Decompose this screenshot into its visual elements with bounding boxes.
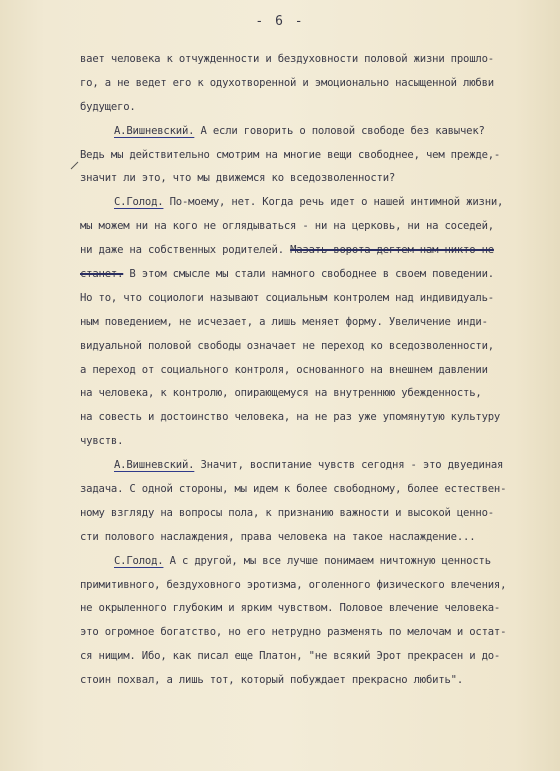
struck-text: станет. [80,268,124,281]
line-text: будущего. [80,100,136,113]
text-line [80,597,548,621]
speaker-name: С.Голод. [114,554,164,567]
line-text: стоин похвал, а лишь тот, который побуждает прекрасно любить". [80,674,464,687]
text-line [80,120,548,144]
speaker-name: С.Голод. [114,196,164,209]
text-line [80,454,548,478]
line-text: А с другой, мы все лучше понимаем ничтожную ценность [163,554,491,567]
line-text: По-моему, нет. Когда речь идет о нашей интимной жизни, [163,196,504,209]
line-text: сти полового наслаждения, права человека на такое наслаждение... [80,530,476,543]
text-line [80,526,548,550]
text-line [80,48,548,72]
line-text: примитивного, бездуховного эротизма, оголенного физического влечения, [80,578,507,591]
text-line [80,382,548,406]
text-line [80,72,548,96]
line-text: ся нищим. Ибо, как писал еще Платон, "не всякий Эрот прекрасен и до- [80,650,501,663]
text-line [80,96,548,120]
text-line [80,239,548,263]
text-line [80,430,548,454]
line-text: на совесть и достоинство человека, на не раз уже упомянутую культуру [80,411,501,424]
line-text: чувств. [80,435,124,448]
line-text: Значит, воспитание чувств сегодня - это двуединая [194,459,504,472]
line-text: го, а не ведет его к одухотворенной и эмоционально насыщенной любви [80,76,494,89]
speaker-name: А.Вишневский. [114,459,195,472]
text-line [80,478,548,502]
line-text: это огромное богатство, но его нетрудно разменять по мелочам и остат- [80,626,507,639]
body-text [80,48,548,693]
struck-text: Мазать ворота дегтем нам никто не [290,244,494,257]
pencil-margin-mark [70,155,80,165]
line-text: мы можем ни на кого не оглядываться - ни на церковь, ни на соседей, [80,220,494,233]
line-text: А если говорить о половой свободе без кавычек? [194,124,485,137]
speaker-name: А.Вишневский. [114,124,195,137]
text-line [80,311,548,335]
line-text: Ведь мы действительно смотрим на многие вещи свободнее, чем прежде,- [80,148,501,161]
text-line [80,550,548,574]
text-line [80,359,548,383]
text-line [80,335,548,359]
text-line [80,215,548,239]
line-text: задача. С одной стороны, мы идем к более свободному, более естествен- [80,483,507,496]
text-line [80,406,548,430]
text-line [80,574,548,598]
page-number: - 6 - [255,14,305,29]
text-line [80,144,548,168]
text-line [80,263,548,287]
line-text: вает человека к отчужденности и бездуховности половой жизни прошло- [80,53,494,65]
text-line [80,167,548,191]
text-line [80,645,548,669]
line-text: В этом смысле мы стали намного свободнее в своем поведении. [123,268,494,281]
line-text: не окрыленного глубоким и ярким чувством. Половое влечение человека- [80,602,501,615]
text-line [80,621,548,645]
text-line [80,502,548,526]
line-text: Но то, что социологи называют социальным контролем над индивидуаль- [80,291,494,304]
line-text: ни даже на собственных родителей. [80,244,291,257]
line-text: значит ли это, что мы движемся ко вседозволенности? [80,172,396,185]
text-line [80,669,548,693]
line-text: на человека, к контролю, опирающемуся на внутреннюю убежденность, [80,387,482,400]
line-text: а переход от социального контроля, основанного на внешнем давлении [80,363,488,376]
text-line [80,287,548,311]
line-text: ным поведением, не исчезает, а лишь меняет форму. Увеличение инди- [80,315,488,328]
text-line [80,191,548,215]
line-text: ному взгляду на вопросы пола, к признанию важности и высокой ценно- [80,506,494,519]
line-text: видуальной половой свободы означает не переход ко вседозволенности, [80,339,494,352]
